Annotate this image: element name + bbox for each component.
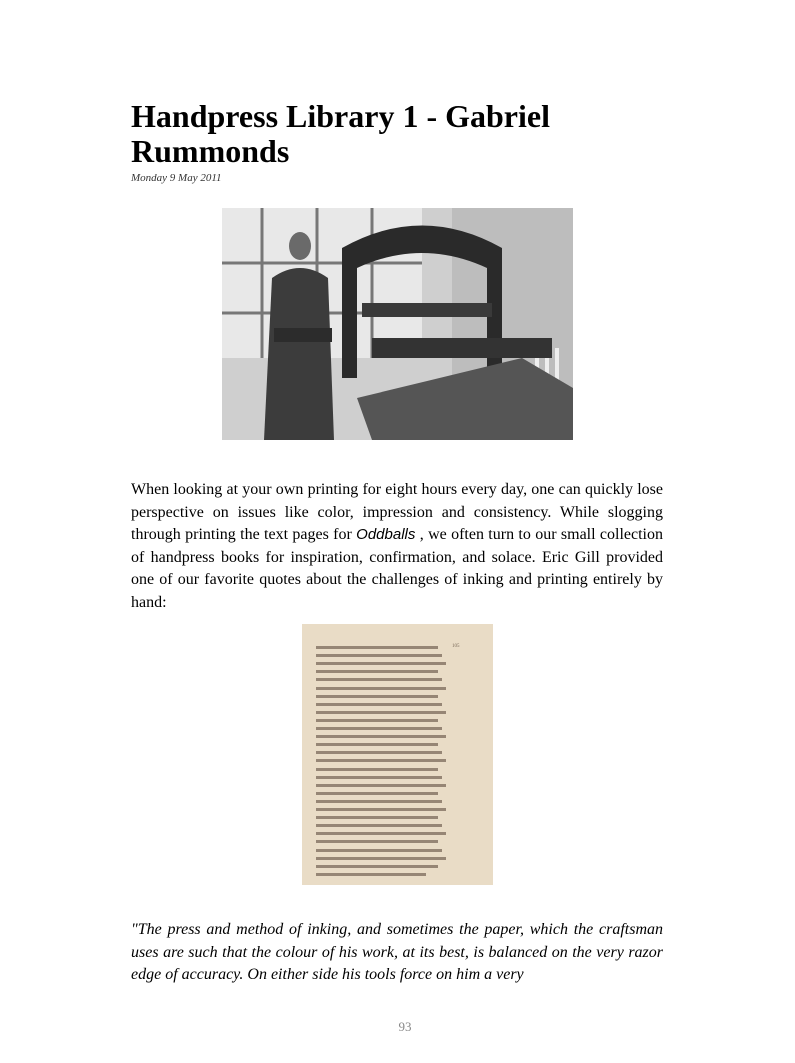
book-text-line (316, 654, 442, 657)
book-page-scan-image (302, 624, 493, 885)
book-text-line (316, 759, 446, 762)
book-text-line (316, 824, 442, 827)
book-text-line (316, 776, 442, 779)
body-paragraph (131, 479, 663, 614)
eric-gill-quote: "The press and method of inking, and sometimes the paper, which the craftsman uses are such that the colour of his work, at its best, is balanced on the very razor edge of accuracy. On either side his tools force on him a very (131, 921, 663, 983)
book-text-line (316, 703, 442, 706)
book-text-line (316, 784, 446, 787)
book-text-line (316, 662, 446, 665)
book-text-line (316, 751, 442, 754)
book-text-line (316, 816, 438, 819)
book-title-oddballs: Oddballs (356, 526, 416, 543)
book-text-line (316, 768, 438, 771)
photo-gabriel-rummonds-with-handpress (222, 208, 573, 440)
post-date: Monday 9 May 2011 (131, 172, 222, 184)
book-text-line (316, 743, 438, 746)
body-text: When looking at your own printing for eight hours every day, one can quickly lose perspective on issues like color, impression and consistency. While slogging through printing the text pages for (131, 481, 663, 543)
book-text-line (316, 727, 442, 730)
book-text-line (316, 873, 426, 876)
book-text-line (316, 857, 446, 860)
body-text: , we often turn to our small collection of handpress books for inspiration, confirmation, and solace. Eric Gill provided one of our favorite quotes about the challenges of inking and printing entirely by hand: (131, 526, 664, 611)
book-text-line (316, 808, 446, 811)
book-text-line (316, 865, 438, 868)
book-text-line (316, 695, 438, 698)
book-page-number: 105 (452, 644, 460, 649)
post-title: Handpress Library 1 - Gabriel Rummonds (131, 98, 550, 169)
book-text-line (316, 719, 438, 722)
book-text-line (316, 832, 446, 835)
book-text-line (316, 711, 446, 714)
book-text-line (316, 840, 438, 843)
book-text-line (316, 800, 442, 803)
book-text-line (316, 792, 438, 795)
book-text-line (316, 687, 446, 690)
page-number: 93 (398, 1019, 412, 1034)
book-text-line (316, 735, 446, 738)
book-text-line (316, 646, 438, 649)
book-text-line (316, 849, 442, 852)
book-text-line (316, 670, 438, 673)
book-text-line (316, 678, 442, 681)
